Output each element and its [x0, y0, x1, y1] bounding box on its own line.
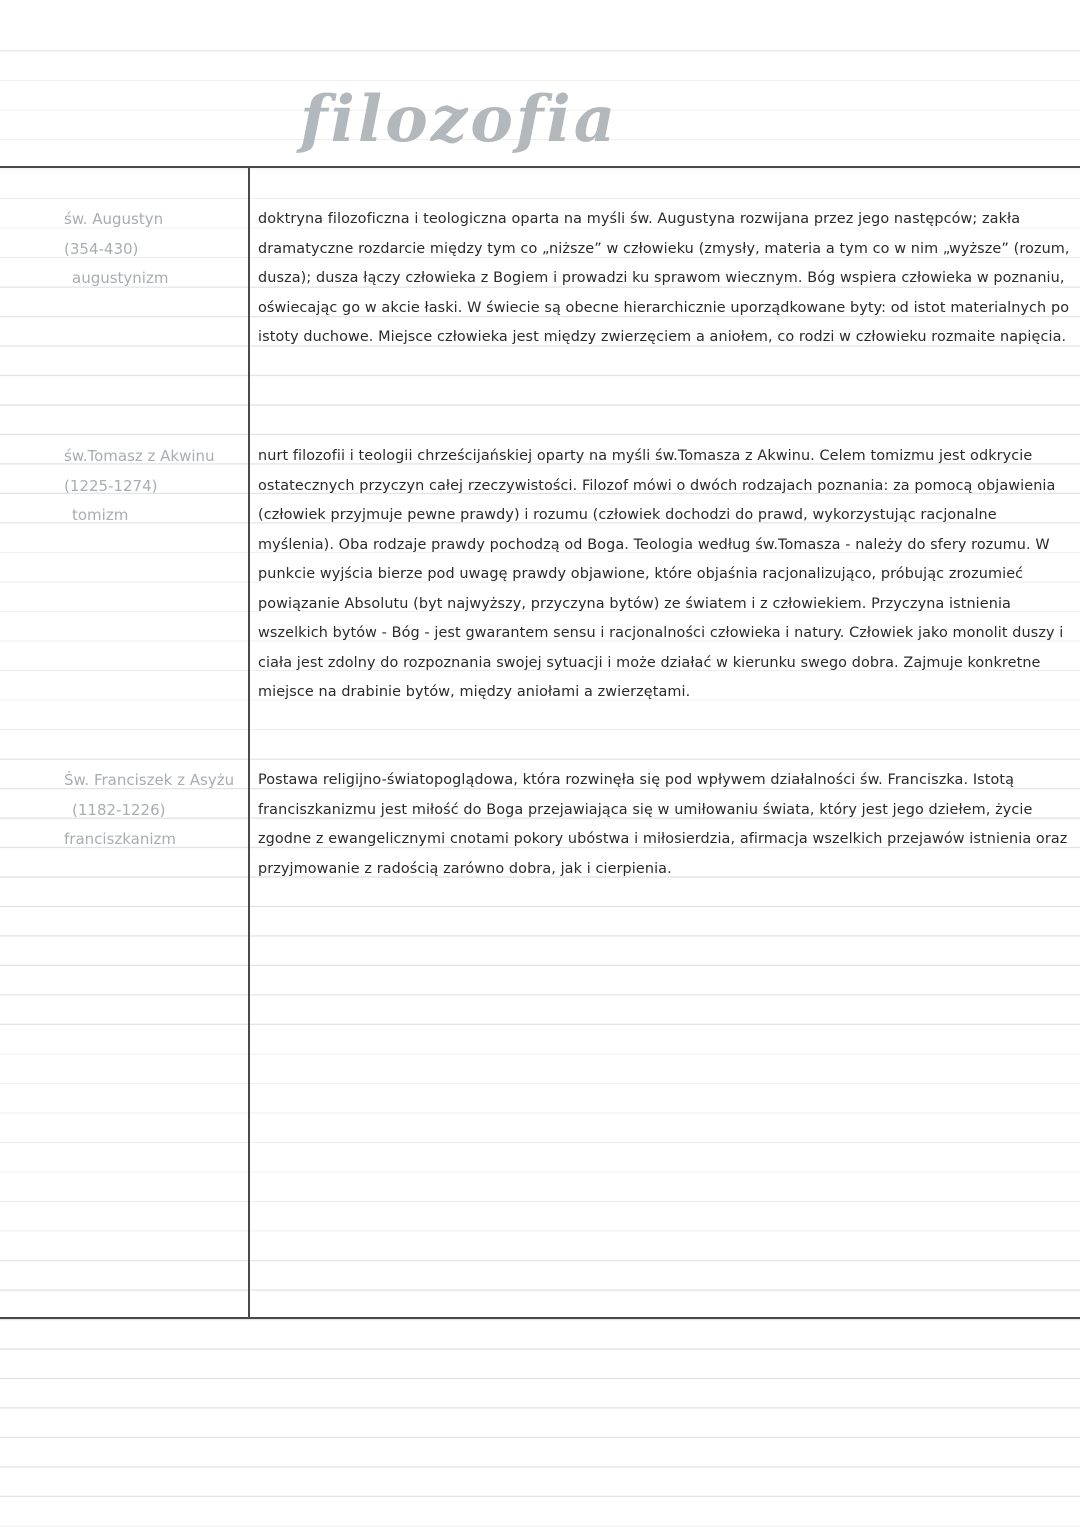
cue-doctrine: augustynizm — [72, 269, 169, 287]
note-text: doktryna filozoficzna i teologiczna oparta na myśli św. Augustyna rozwijana przez jego następców; zakła dramatyczne rozdarcie między tym co „niższe” w człowieku (zmysły, materia a tym co w nim „wyższe” (rozum, dusza); dusza łączy człowieka z Bogiem i prowadzi ku sprawom wiecznym. Bóg wspiera człowieka w poznaniu, oświecając go w akcie łaski. W świecie są obecne hierarchicznie uporządkowane byty: od istot materialnych po istoty duchowe. Miejsce człowieka jest między zwierzęciem a aniołem, co rodzi w człowieku rozmaite napięcia. — [258, 211, 1070, 345]
cue-person: św.Tomasz z Akwinu — [64, 447, 215, 465]
cue-doctrine: tomizm — [72, 506, 129, 524]
cue-augustyn — [64, 205, 244, 294]
cue-tomasz — [64, 442, 244, 531]
cue-doctrine: franciszkanizm — [64, 830, 177, 848]
cue-person: Św. Franciszek z Asyżu — [64, 771, 235, 789]
note-franciszkanizm — [258, 766, 1073, 884]
cue-person: św. Augustyn — [64, 210, 164, 228]
page-title: filozofia — [300, 82, 619, 157]
note-text: nurt filozofii i teologii chrześcijańskiej oparty na myśli św.Tomasza z Akwinu. Celem tomizmu jest odkrycie ostatecznych przyczyn całej rzeczywistości. Filozof mówi o dwóch rodzajach poznania: za pomocą objawienia (człowiek przyjmuje pewne prawdy) i rozumu (człowiek dochodzi do prawd, wykorzystując racjonalne myślenia). Oba rodzaje prawdy pochodzą od Boga. Teologia według św.Tomasza - należy do sfery rozumu. W punkcie wyjścia bierze pod uwagę prawdy objawione, które objaśnia racjonalizująco, próbując zrozumieć powiązanie Absolutu (byt najwyższy, przyczyna bytów) ze światem i z człowiekiem. Przyczyna istnienia wszelkich bytów - Bóg - jest gwarantem sensu i racjonalności człowieka i natury. Człowiek jako monolit duszy i ciała jest zdolny do rozpoznania swojej sytuacji i może działać w kierunku swego dobra. Zajmuje konkretne miejsce na drabinie bytów, między aniołami a zwierzętami. — [258, 448, 1064, 700]
cue-years: (1182-1226) — [72, 800, 166, 819]
note-tomizm — [258, 442, 1073, 708]
bottom-rule — [0, 1317, 1080, 1319]
note-augustynizm — [258, 205, 1073, 353]
cue-franciszek — [64, 766, 244, 855]
margin-rule — [248, 167, 250, 1318]
cue-years: (1225-1274) — [64, 476, 158, 495]
top-rule — [0, 166, 1080, 168]
note-text: Postawa religijno-światopoglądowa, która rozwinęła się pod wpływem działalności św. Franciszka. Istotą franciszkanizmu jest miłość do Boga przejawiająca się w umiłowaniu świata, który jest jego dziełem, życie zgodne z ewangelicznymi cnotami pokory ubóstwa i miłosierdzia, afirmacja wszelkich przejawów istnienia oraz przyjmowanie z radością zarówno dobra, jak i cierpienia. — [258, 772, 1068, 877]
cue-years: (354-430) — [64, 239, 139, 258]
